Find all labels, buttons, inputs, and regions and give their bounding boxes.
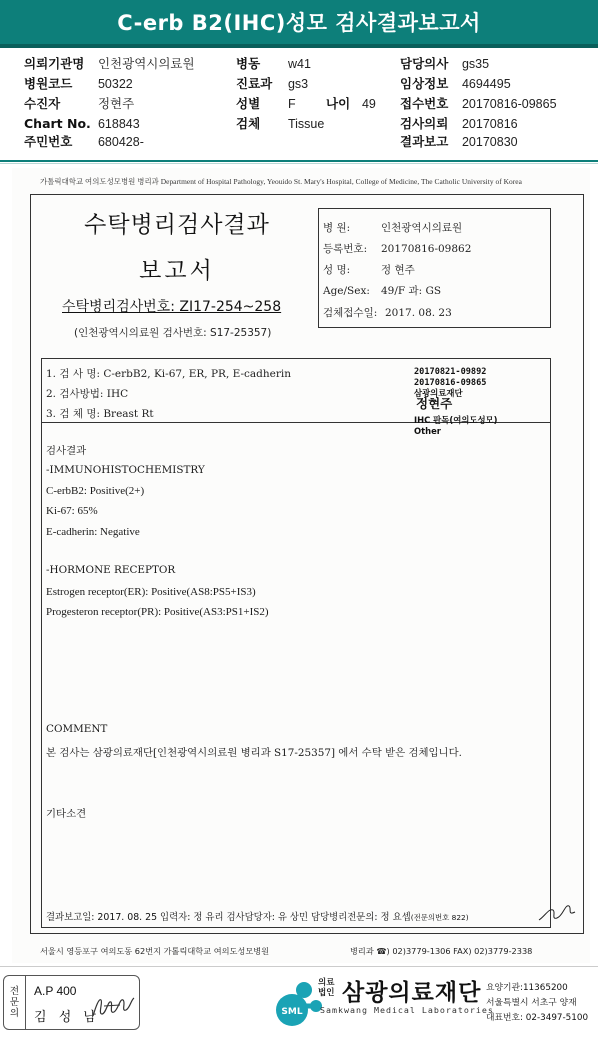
pathologist-license: (전문의번호 822) [410, 913, 469, 922]
organization-name: 삼광의료재단 [342, 980, 482, 1006]
organization-english-name: Samkwang Medical Laboratories [320, 1005, 494, 1015]
report-footer: 결과보고일: 2017. 08. 25 입력자: 정 유리 검사담당자: 유 상민 담당병리전문의: 정 요셉(전문의번호 822) [46, 912, 469, 923]
section-divider-thin [0, 163, 598, 164]
report-title-bar [0, 0, 598, 48]
institution-field: 의뢰기관명 인천광역시의료원 [24, 56, 195, 71]
specimen-field: 검체 Tissue [236, 116, 325, 131]
comment-heading: COMMENT [46, 723, 108, 735]
other-findings: 기타소견 [46, 808, 87, 820]
info-row-registration: 등록번호: 20170816-09862 [323, 243, 472, 255]
department-contact: 병리과 ☎) 02)3779-1306 FAX) 02)3779-2338 [350, 946, 533, 956]
clinical-info-field: 임상정보 4694495 [400, 76, 511, 91]
info-row-name: 성 명: 정 현주 [323, 264, 415, 276]
result-er: Estrogen receptor(ER): Positive(AS8:PS5+IS3) [46, 586, 256, 598]
result-cerbb2: C-erbB2: Positive(2+) [46, 485, 145, 497]
org-type-label: 의료 법인 [318, 978, 335, 998]
pathologist-signature [537, 898, 577, 924]
department-field: 진료과 gs3 [236, 76, 309, 91]
specialist-signature-box [3, 975, 140, 1030]
attending-doctor-field: 담당의사 gs35 [400, 56, 490, 71]
patient-info-panel [0, 52, 598, 152]
stamp-description: IHC 판독(여의도성모) [414, 415, 498, 425]
ap-number: A.P 400 [34, 984, 77, 998]
hospital-address: 서울시 영등포구 여의도동 62번지 가톨릭대학교 여의도성모병원 [40, 946, 270, 956]
ihc-heading: -IMMUNOHISTOCHEMISTRY [46, 464, 205, 476]
hospital-code-field: 병원코드 50322 [24, 76, 133, 91]
stamp-other: Other [414, 426, 441, 436]
specialist-name: 김 성 남 [34, 1010, 100, 1025]
organization-phone: 대표번호: 02-3497-5100 [486, 1013, 589, 1023]
report-body-box [41, 358, 551, 928]
report-date-field: 결과보고 20170830 [400, 134, 518, 149]
specialist-signature [90, 992, 136, 1022]
patient-info-box [318, 208, 551, 328]
section-divider [0, 160, 598, 162]
request-number-sub: (인천광역시의료원 검사번호: S17-25357) [74, 327, 272, 339]
stamp-patient-name: 정현주 [416, 396, 453, 411]
report-main-title: 수탁병리검사결과 [84, 212, 270, 238]
scanned-report [12, 168, 590, 963]
report-subtitle: 보고서 [139, 258, 215, 284]
accession-number-field: 접수번호 20170816-09865 [400, 96, 557, 111]
result-ecadherin: E-cadherin: Negative [46, 526, 140, 538]
report-title: C-erb B2(IHC)성모 검사결과보고서 [117, 11, 481, 35]
info-row-age-sex: Age/Sex: 49/F 과: GS [323, 285, 442, 297]
stamp-org: 삼광의료재단 [414, 388, 463, 398]
bottom-divider [0, 966, 598, 967]
request-number: 수탁병리검사번호: ZI17-254~258 [62, 299, 282, 315]
chart-number-field: Chart No. 618843 [24, 116, 140, 131]
request-date-field: 검사의뢰 20170816 [400, 116, 518, 131]
info-row-hospital: 병 원: 인천광역시의료원 [323, 222, 463, 234]
result-ki67: Ki-67: 65% [46, 505, 98, 517]
specialist-label: 전 문 의 [4, 976, 26, 1029]
patient-name-field: 수진자 정현주 [24, 96, 135, 111]
hospital-header-line: 가톨릭대학교 여의도성모병원 병리과 Department of Hospital Pathology, Yeouido St. Mary's Hospital, College of Medicine, The Catholic University of Korea [40, 177, 522, 186]
info-row-received-date: 검체접수일: 2017. 08. 23 [323, 307, 452, 319]
logo-text: SML [281, 1007, 303, 1017]
ward-field: 병동 w41 [236, 56, 311, 71]
resident-number-field: 주민번호 680428- [24, 134, 144, 149]
hormone-heading: -HORMONE RECEPTOR [46, 564, 176, 576]
institution-code: 요양기관:11365200 [486, 983, 568, 993]
sex-field: 성별 F [236, 96, 296, 111]
stamp-number-1: 20170821-09892 [414, 367, 487, 377]
comment-text: 본 검사는 삼광의료재단[인천광역시의료원 병리과 S17-25357] 에서 수탁 받은 검체입니다. [46, 747, 462, 759]
test-name-item: 1. 검 사 명: C-erbB2, Ki-67, ER, PR, E-cadherin [46, 368, 292, 380]
results-heading: 검사결과 [46, 445, 87, 457]
stamp-number-2: 20170816-09865 [414, 378, 487, 388]
result-pr: Progesteron receptor(PR): Positive(AS3:PS1+IS2) [46, 606, 269, 618]
organization-address: 서울특별시 서초구 양재 [486, 998, 577, 1008]
specimen-name-item: 3. 검 체 명: Breast Rt [46, 408, 154, 420]
test-method-item: 2. 검사방법: IHC [46, 388, 129, 400]
age-field: 나이 49 [326, 96, 376, 111]
